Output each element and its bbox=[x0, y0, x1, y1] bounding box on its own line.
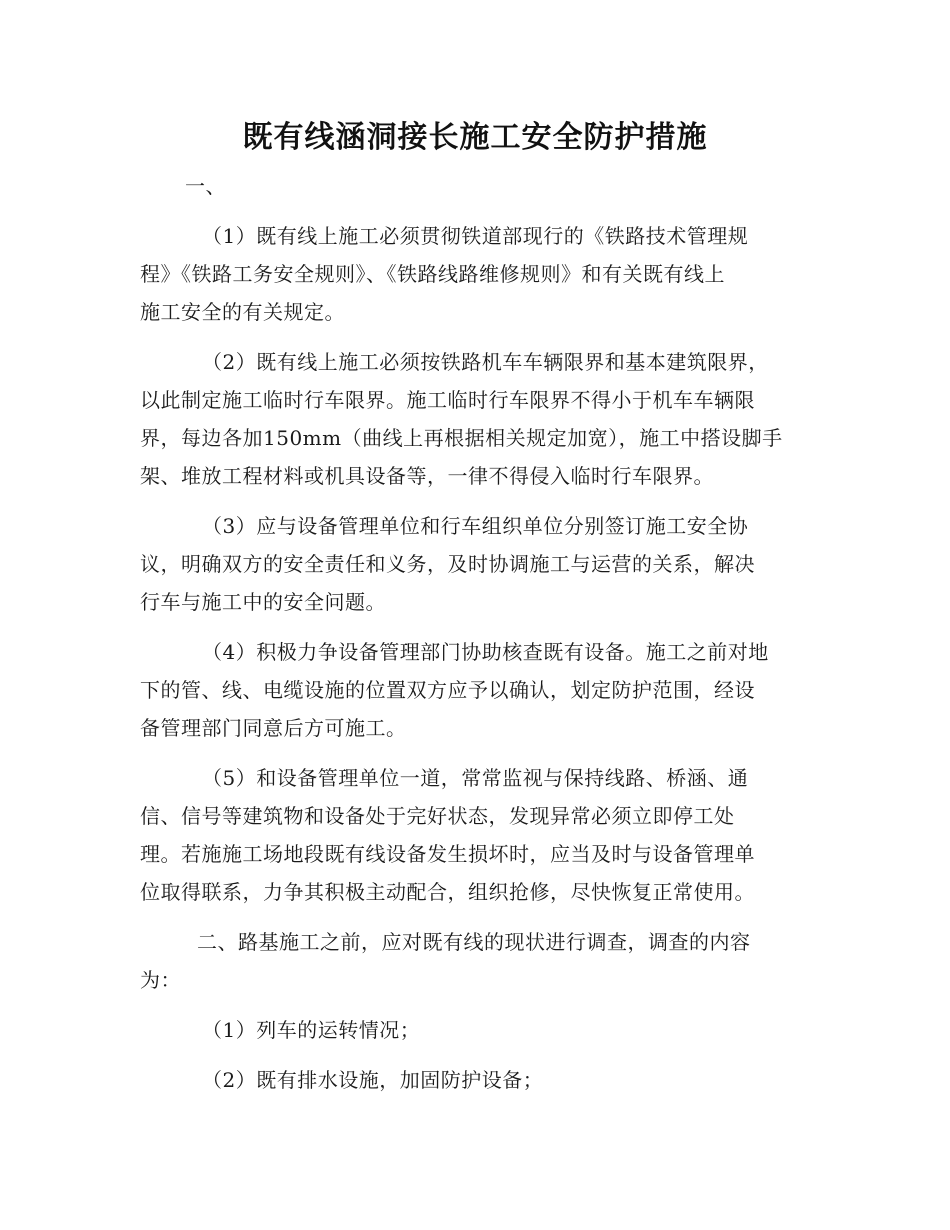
section-heading-1: 一、 bbox=[185, 174, 226, 198]
paragraph-4-line: （4）积极力争设备管理部门协助核查既有设备。施工之前对地 bbox=[202, 640, 769, 664]
list-item: （1）列车的运转情况； bbox=[202, 1018, 421, 1042]
section-2-line: 二、路基施工之前，应对既有线的现状进行调查，调查的内容 bbox=[197, 930, 751, 954]
paragraph-1-line: 程》《铁路工务安全规则》、《铁路线路维修规则》和有关既有线上 bbox=[140, 262, 725, 286]
paragraph-5-line: 位取得联系，力争其积极主动配合，组织抢修，尽快恢复正常使用。 bbox=[140, 880, 755, 904]
section-2-line: 为： bbox=[140, 968, 181, 992]
paragraph-1-line: 施工安全的有关规定。 bbox=[140, 300, 345, 324]
paragraph-2-line: （2）既有线上施工必须按铁路机车车辆限界和基本建筑限界， bbox=[202, 350, 769, 374]
paragraph-5-line: （5）和设备管理单位一道，常常监视与保持线路、桥涵、通 bbox=[202, 766, 749, 790]
list-item: （2）既有排水设施，加固防护设备； bbox=[202, 1068, 544, 1092]
paragraph-1-line: （1）既有线上施工必须贯彻铁道部现行的《铁路技术管理规 bbox=[202, 224, 749, 248]
paragraph-2-line: 架、堆放工程材料或机具设备等，一律不得侵入临时行车限界。 bbox=[140, 464, 714, 488]
paragraph-5-line: 信、信号等建筑物和设备处于完好状态，发现异常必须立即停工处 bbox=[140, 804, 735, 828]
paragraph-3-line: （3）应与设备管理单位和行车组织单位分别签订施工安全协 bbox=[202, 514, 749, 538]
paragraph-4-line: 下的管、线、电缆设施的位置双方应予以确认，划定防护范围，经设 bbox=[140, 678, 755, 702]
paragraph-2-line: 界，每边各加150mm（曲线上再根据相关规定加宽），施工中搭设脚手 bbox=[140, 426, 783, 450]
paragraph-2-line: 以此制定施工临时行车限界。施工临时行车限界不得小于机车车辆限 bbox=[140, 388, 755, 412]
paragraph-4-line: 备管理部门同意后方可施工。 bbox=[140, 716, 407, 740]
paragraph-3-line: 行车与施工中的安全问题。 bbox=[140, 590, 386, 614]
document-title: 既有线涵洞接长施工安全防护措施 bbox=[242, 120, 708, 155]
paragraph-5-line: 理。若施施工场地段既有线设备发生损坏时，应当及时与设备管理单 bbox=[140, 842, 755, 866]
paragraph-3-line: 议，明确双方的安全责任和义务，及时协调施工与运营的关系，解决 bbox=[140, 552, 755, 576]
